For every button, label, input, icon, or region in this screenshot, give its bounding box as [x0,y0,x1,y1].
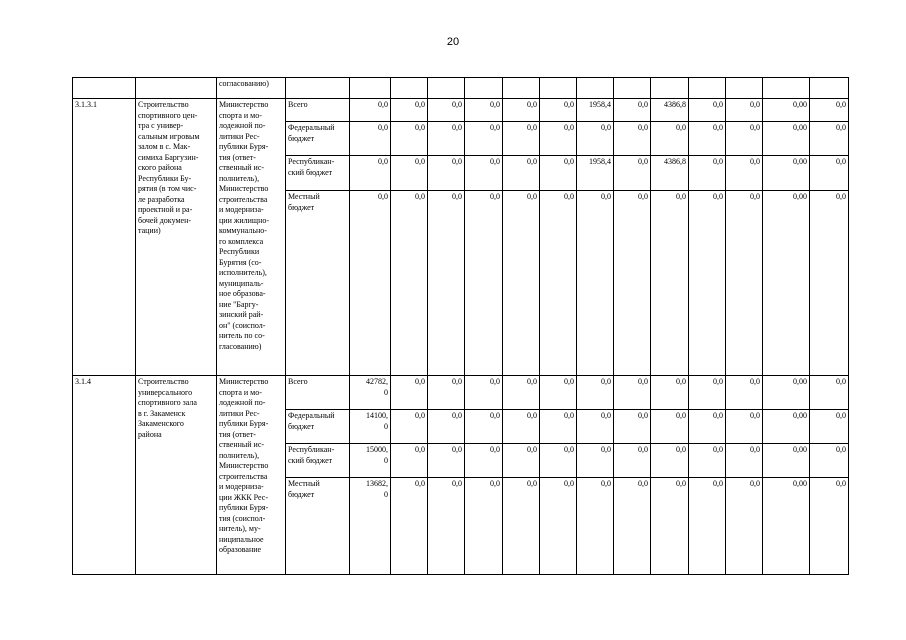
table-row [73,376,849,410]
amount-cell: 0,0 [465,376,503,410]
amount-cell: 1958,4 [577,156,614,191]
amount-cell: 0,0 [503,410,540,444]
amount-cell: 0,0 [391,444,428,478]
value-cell [726,78,763,99]
amount-cell: 0,0 [689,444,726,478]
amount-cell: 0,0 [503,444,540,478]
amount-cell: 0,0 [614,444,651,478]
amount-cell: 0,00 [763,156,810,191]
amount-cell: 0,0 [726,99,763,122]
amount-cell: 14100, 0 [350,410,391,444]
amount-cell: 0,0 [503,122,540,156]
funding-source: Всего [286,376,350,410]
amount-cell: 0,0 [689,156,726,191]
amount-cell: 0,0 [614,410,651,444]
name-cell [136,78,217,99]
amount-cell: 0,0 [428,191,465,376]
amount-cell: 0,0 [614,376,651,410]
amount-cell: 0,0 [465,478,503,575]
value-cell [428,78,465,99]
amount-cell: 0,0 [726,444,763,478]
value-cell [350,78,391,99]
item-name: Строительство универсального спортивного зала в г. Закаменск Закаменского района [136,376,217,575]
item-name: Строительство спортивного цен- тра с универ- сальным игровым залом в с. Мак- симиха Баргузин- ского района Республики Бу- рятия (в том чис- ле разработка проектной и ра- бочей докумен- тации) [136,99,217,376]
amount-cell: 0,0 [540,122,577,156]
funding-source: Местный бюджет [286,478,350,575]
amount-cell: 0,0 [428,444,465,478]
amount-cell: 0,0 [350,191,391,376]
amount-cell: 42782, 0 [350,376,391,410]
amount-cell: 0,0 [577,376,614,410]
amount-cell: 0,0 [651,122,689,156]
amount-cell: 0,0 [465,191,503,376]
amount-cell: 0,00 [763,410,810,444]
amount-cell: 0,0 [503,156,540,191]
amount-cell: 4386,8 [651,99,689,122]
amount-cell: 0,0 [577,191,614,376]
amount-cell: 0,0 [540,444,577,478]
amount-cell: 0,0 [428,122,465,156]
amount-cell: 0,0 [391,478,428,575]
table-row-continuation [73,78,849,99]
executor-cell: согласованию) [217,78,286,99]
amount-cell: 0,0 [689,99,726,122]
source-cell [286,78,350,99]
amount-cell: 0,0 [689,122,726,156]
amount-cell: 0,0 [614,478,651,575]
amount-cell: 0,0 [428,410,465,444]
value-cell [810,78,849,99]
amount-cell: 0,0 [689,191,726,376]
item-code: 3.1.4 [73,376,136,575]
amount-cell: 0,0 [577,444,614,478]
value-cell [465,78,503,99]
amount-cell: 1958,4 [577,99,614,122]
amount-cell: 0,0 [651,410,689,444]
amount-cell: 0,0 [810,410,849,444]
amount-cell: 0,00 [763,478,810,575]
amount-cell: 0,0 [391,99,428,122]
amount-cell: 0,0 [465,444,503,478]
value-cell [614,78,651,99]
funding-source: Республикан- ский бюджет [286,444,350,478]
amount-cell: 0,0 [726,410,763,444]
amount-cell: 0,0 [540,191,577,376]
value-cell [651,78,689,99]
amount-cell: 15000, 0 [350,444,391,478]
amount-cell: 0,0 [540,99,577,122]
amount-cell: 0,0 [540,478,577,575]
amount-cell: 0,0 [428,376,465,410]
amount-cell: 0,0 [651,478,689,575]
amount-cell: 0,00 [763,191,810,376]
amount-cell: 0,0 [428,156,465,191]
amount-cell: 0,0 [726,478,763,575]
funding-source: Федеральный бюджет [286,410,350,444]
amount-cell: 0,00 [763,444,810,478]
amount-cell: 0,0 [689,410,726,444]
amount-cell: 0,0 [577,122,614,156]
amount-cell: 0,0 [540,410,577,444]
amount-cell: 0,0 [503,376,540,410]
amount-cell: 0,0 [577,410,614,444]
amount-cell: 0,0 [651,191,689,376]
amount-cell: 0,0 [651,444,689,478]
amount-cell: 0,00 [763,376,810,410]
value-cell [763,78,810,99]
funding-source: Республикан- ский бюджет [286,156,350,191]
amount-cell: 0,0 [428,99,465,122]
amount-cell: 0,0 [810,376,849,410]
item-executor: Министерство спорта и мо- лодежной по- литики Рес- публики Буря- тия (ответ- ственный ис- полнитель), Министерство строительства и модерниза- ции ЖКК Рес- публики Буря- тия (соиспол- нитель), му- ниципальное образование [217,376,286,575]
amount-cell: 0,0 [465,156,503,191]
amount-cell: 0,0 [465,410,503,444]
amount-cell: 0,0 [810,191,849,376]
amount-cell: 0,0 [391,156,428,191]
amount-cell: 0,0 [689,478,726,575]
amount-cell: 0,0 [350,99,391,122]
value-cell [577,78,614,99]
amount-cell: 0,0 [810,444,849,478]
program-table [72,77,849,575]
amount-cell: 0,0 [391,122,428,156]
item-code: 3.1.3.1 [73,99,136,376]
funding-source: Местный бюджет [286,191,350,376]
amount-cell: 0,00 [763,122,810,156]
table-row [73,99,849,122]
amount-cell: 13682, 0 [350,478,391,575]
value-cell [503,78,540,99]
amount-cell: 0,0 [614,99,651,122]
amount-cell: 0,0 [391,410,428,444]
amount-cell: 0,0 [577,478,614,575]
code-cell [73,78,136,99]
amount-cell: 0,0 [540,156,577,191]
amount-cell: 0,0 [350,156,391,191]
amount-cell: 0,0 [465,122,503,156]
funding-source: Всего [286,99,350,122]
amount-cell: 0,0 [391,376,428,410]
amount-cell: 0,0 [503,99,540,122]
amount-cell: 0,0 [614,191,651,376]
amount-cell: 0,0 [810,478,849,575]
amount-cell: 0,0 [503,478,540,575]
amount-cell: 0,0 [810,156,849,191]
table-body [73,78,849,575]
amount-cell: 0,0 [689,376,726,410]
amount-cell: 0,0 [614,156,651,191]
amount-cell: 4386,8 [651,156,689,191]
amount-cell: 0,0 [614,122,651,156]
page-number: 20 [446,36,460,48]
amount-cell: 0,0 [350,122,391,156]
amount-cell: 0,0 [391,191,428,376]
amount-cell: 0,0 [726,376,763,410]
amount-cell: 0,0 [651,376,689,410]
value-cell [689,78,726,99]
funding-source: Федеральный бюджет [286,122,350,156]
amount-cell: 0,0 [726,122,763,156]
amount-cell: 0,00 [763,99,810,122]
value-cell [540,78,577,99]
amount-cell: 0,0 [428,478,465,575]
amount-cell: 0,0 [540,376,577,410]
amount-cell: 0,0 [726,191,763,376]
amount-cell: 0,0 [503,191,540,376]
amount-cell: 0,0 [810,99,849,122]
amount-cell: 0,0 [726,156,763,191]
item-executor: Министерство спорта и мо- лодежной по- литики Рес- публики Буря- тия (ответ- ственный ис- полнитель), Министерство строительства и модерниза- ции жилищно- коммунально- го комплекса Республики Бурятия (со- исполнитель), муниципаль- ное образова- ние "Баргу- зинский рай- он" (соиспол- нитель по со- гласованию) [217,99,286,376]
amount-cell: 0,0 [465,99,503,122]
amount-cell: 0,0 [810,122,849,156]
value-cell [391,78,428,99]
